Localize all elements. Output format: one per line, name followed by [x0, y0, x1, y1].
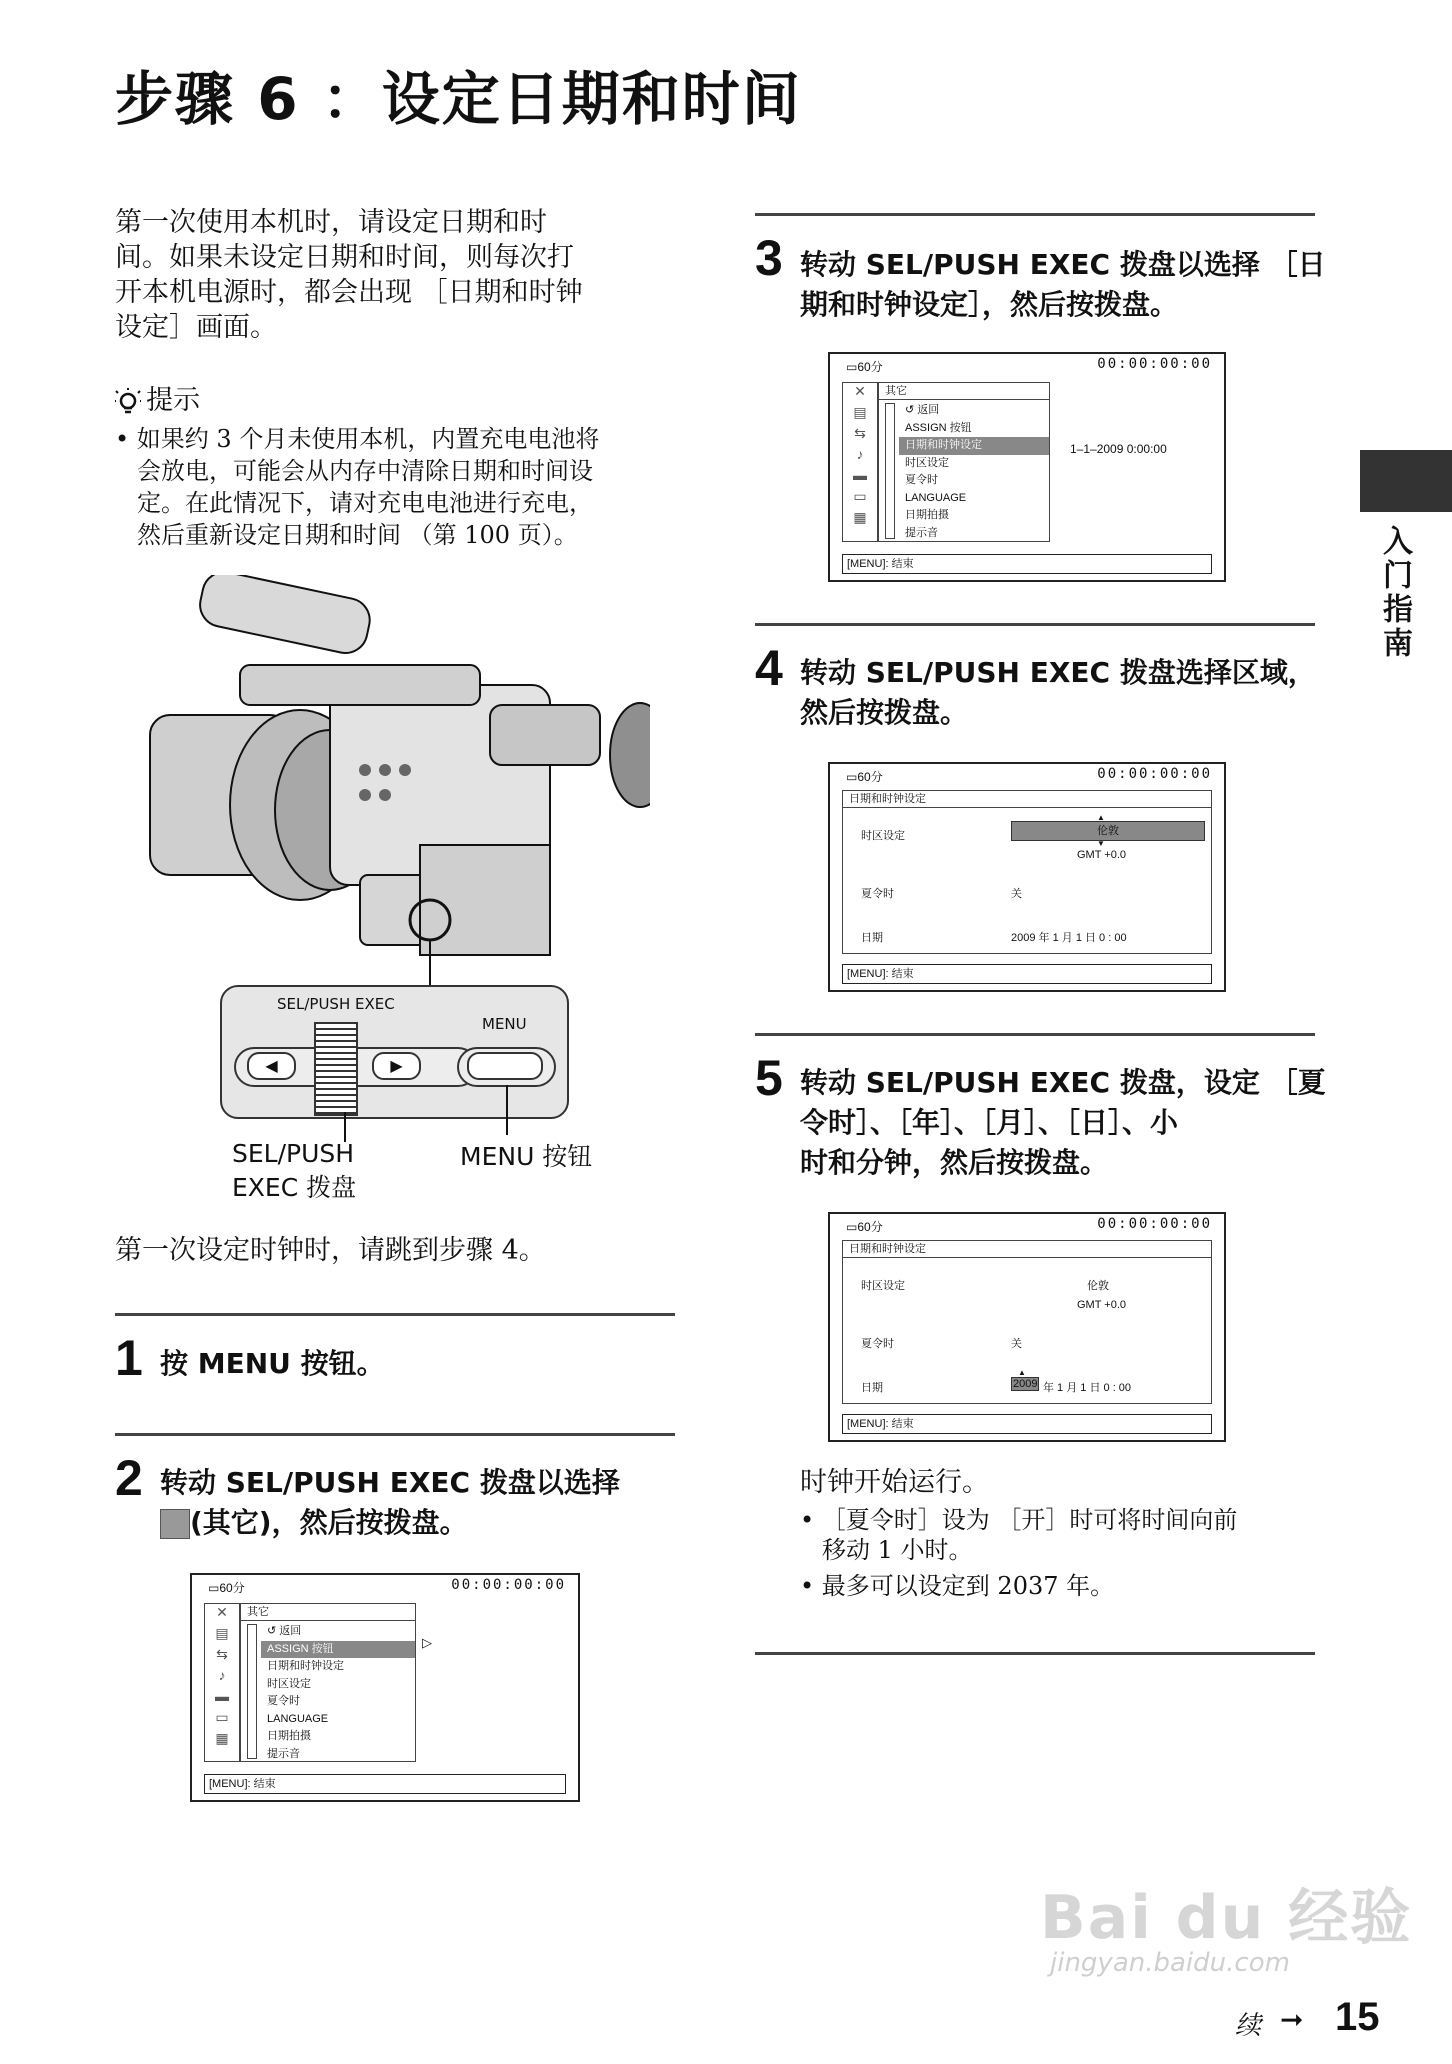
step-3-text: 转动 SEL/PUSH EXEC 拨盘以选择 ［日 期和时钟设定］，然后按拨盘。 [800, 248, 1326, 321]
tip-body: • 如果约 3 个月未使用本机，内置充电电池将 会放电，可能会从内存中清除日期和时间设 定。在此情况下，请对充电电池进行充电， 然后重新设定日期和时间 （第 100 页）。 [115, 423, 685, 551]
section-label: 入门指南 [1377, 525, 1412, 661]
lcd-footer: [MENU]: 结束 [842, 554, 1212, 574]
divider [755, 213, 1315, 216]
menu-item[interactable]: 提示音 [905, 526, 938, 539]
camera-set-icon: ▤ [215, 1625, 229, 1641]
submenu-arrow-icon: ▷ [422, 1635, 432, 1650]
menu-button-caption: MENU 按钮 [460, 1142, 593, 1171]
right-arrow-button[interactable]: ▶ [372, 1052, 421, 1080]
menu-item[interactable]: 日期拍摄 [905, 509, 949, 521]
camera-set-icon: ▤ [853, 404, 867, 420]
step-number: 2 [115, 1450, 143, 1506]
menu-label: MENU [482, 1015, 527, 1033]
lcd-screen-step5 [828, 1212, 1226, 1442]
page-number: 15 [1335, 1995, 1380, 2039]
menu-pane: 其它 ↺ 返回 ASSIGN 按钮 日期和时钟设定 时区设定 夏令时 LANGUAGE 日期拍摄 提示音 [240, 1603, 416, 1762]
watermark-url: jingyan.baidu.com [1050, 1948, 1290, 1978]
tc-icon: ▭ [853, 488, 867, 504]
menu-item[interactable]: 日期和时钟设定 [267, 1660, 344, 1672]
lcd-screen-step4 [828, 762, 1226, 992]
section-tab [1360, 450, 1452, 512]
step-number: 5 [755, 1050, 783, 1106]
timecode: 00:00:00:00 [451, 1577, 566, 1593]
step-number: 3 [755, 230, 783, 286]
tip-heading: 提示 [146, 385, 201, 416]
menu-item[interactable]: 时区设定 [267, 1677, 311, 1690]
menu-item[interactable]: ↺ 返回 [267, 1625, 302, 1637]
continued-label: 续 [1235, 2011, 1262, 2041]
menu-item-selected[interactable]: 日期和时钟设定 [899, 437, 1049, 455]
other-icon: ▦ [853, 509, 867, 525]
tc-icon: ▭ [215, 1709, 229, 1725]
step-number: 4 [755, 640, 783, 696]
tip-section [115, 378, 200, 422]
watermark-logo: Bai du 经验 [1040, 1883, 1413, 1953]
display-icon: ▬ [853, 467, 867, 483]
menu-pane: 其它 ↺ 返回 ASSIGN 按钮 日期和时钟设定 时区设定 夏令时 LANGUAGE 日期拍摄 提示音 [878, 382, 1050, 542]
menu-item[interactable]: LANGUAGE [267, 1712, 329, 1725]
up-arrow-icon: ▲ [1097, 813, 1105, 822]
menu-item[interactable]: 日期拍摄 [267, 1730, 311, 1742]
clock-panel: 日期和时钟设定 时区设定 伦敦 ▲ ▼ GMT +0.0 夏令时 关 日期 2009 年 1 月 1 日 0 : 00 [842, 790, 1212, 954]
timecode: 00:00:00:00 [1097, 766, 1212, 782]
menu-item[interactable]: 夏令时 [267, 1695, 300, 1707]
control-callout [220, 985, 569, 1119]
other-menu-icon [160, 1509, 190, 1539]
battery-indicator: ▭60分 [846, 360, 883, 374]
battery-indicator: ▭60分 [846, 770, 883, 784]
menu-item[interactable]: 时区设定 [905, 456, 949, 469]
lightbulb-icon [115, 388, 141, 422]
lcd-screen-step2 [190, 1573, 580, 1802]
menu-item[interactable]: LANGUAGE [905, 491, 967, 504]
step-5-text: 转动 SEL/PUSH EXEC 拨盘，设定 ［夏 令时］、［年］、［月］、［日］、小 时和分钟，然后按拨盘。 [800, 1066, 1326, 1179]
menu-item[interactable]: ASSIGN 按钮 [905, 421, 972, 434]
sel-push-exec-dial[interactable] [314, 1022, 358, 1116]
year-selector[interactable]: 2009 [1013, 1378, 1038, 1390]
divider [115, 1433, 675, 1436]
menu-icon-column [842, 382, 878, 542]
music-icon: ♪ [218, 1667, 226, 1683]
divider [755, 1033, 1315, 1036]
current-datetime-value: 1–1–2009 0:00:00 [1070, 442, 1167, 456]
cancel-icon: ✕ [854, 383, 866, 399]
other-icon: ▦ [215, 1730, 229, 1746]
menu-item[interactable]: 夏令时 [905, 474, 938, 486]
menu-item[interactable]: ↺ 返回 [905, 404, 940, 416]
page-title: 步骤 6 ：设定日期和时间 [115, 65, 802, 133]
lcd-screen-step3 [828, 352, 1226, 582]
step-number: 1 [115, 1330, 143, 1386]
lcd-footer: [MENU]: 结束 [842, 964, 1212, 984]
input-icon: ⇆ [854, 425, 866, 441]
cancel-icon: ✕ [216, 1604, 228, 1620]
menu-item[interactable]: 提示音 [267, 1747, 300, 1760]
menu-button[interactable] [467, 1052, 543, 1080]
down-arrow-icon: ▼ [1097, 839, 1105, 848]
intro-paragraph: 第一次使用本机时，请设定日期和时 间。如果未设定日期和时间，则每次打 开本机电源时，都会出现 ［日期和时钟 设定］画面。 [115, 207, 583, 343]
step-4-text: 转动 SEL/PUSH EXEC 拨盘选择区域， 然后按拨盘。 [800, 656, 1316, 729]
dial-caption: SEL/PUSH EXEC 拨盘 [232, 1139, 357, 1202]
clock-panel: 日期和时钟设定 时区设定 伦敦 GMT +0.0 夏令时 关 日期 2009 ▲ 年 1 月 1 日 0 : 00 [842, 1240, 1212, 1404]
first-time-note: 第一次设定时钟时，请跳到步骤 4。 [115, 1235, 546, 1266]
step-1-text: 按 MENU 按钮。 [160, 1347, 385, 1380]
timecode: 00:00:00:00 [1097, 1216, 1212, 1232]
lcd-footer: [MENU]: 结束 [204, 1774, 566, 1794]
lcd-footer: [MENU]: 结束 [842, 1414, 1212, 1434]
result-notes: • ［夏令时］设为 ［开］时可将时间向前 移动 1 小时。 • 最多可以设定到 2037 年。 [800, 1505, 1300, 1601]
menu-icon-column [204, 1603, 240, 1762]
timezone-selector[interactable]: 伦敦 [1011, 821, 1205, 841]
music-icon: ♪ [856, 446, 864, 462]
divider [755, 1652, 1315, 1655]
up-arrow-icon: ▲ [1018, 1368, 1026, 1377]
divider [115, 1313, 675, 1316]
step-2-text: 转动 SEL/PUSH EXEC 拨盘以选择 (其它)，然后按拨盘。 [160, 1466, 620, 1539]
arrow-right-icon: ➞ [1280, 2003, 1304, 2036]
dial-label: SEL/PUSH EXEC [277, 995, 395, 1013]
input-icon: ⇆ [216, 1646, 228, 1662]
battery-indicator: ▭60分 [208, 1581, 245, 1595]
timecode: 00:00:00:00 [1097, 356, 1212, 372]
menu-item-selected[interactable]: ASSIGN 按钮 [261, 1641, 415, 1659]
display-icon: ▬ [215, 1688, 229, 1704]
battery-indicator: ▭60分 [846, 1220, 883, 1234]
left-arrow-button[interactable]: ◀ [247, 1052, 296, 1080]
divider [755, 623, 1315, 626]
result-text: 时钟开始运行。 [800, 1467, 989, 1498]
